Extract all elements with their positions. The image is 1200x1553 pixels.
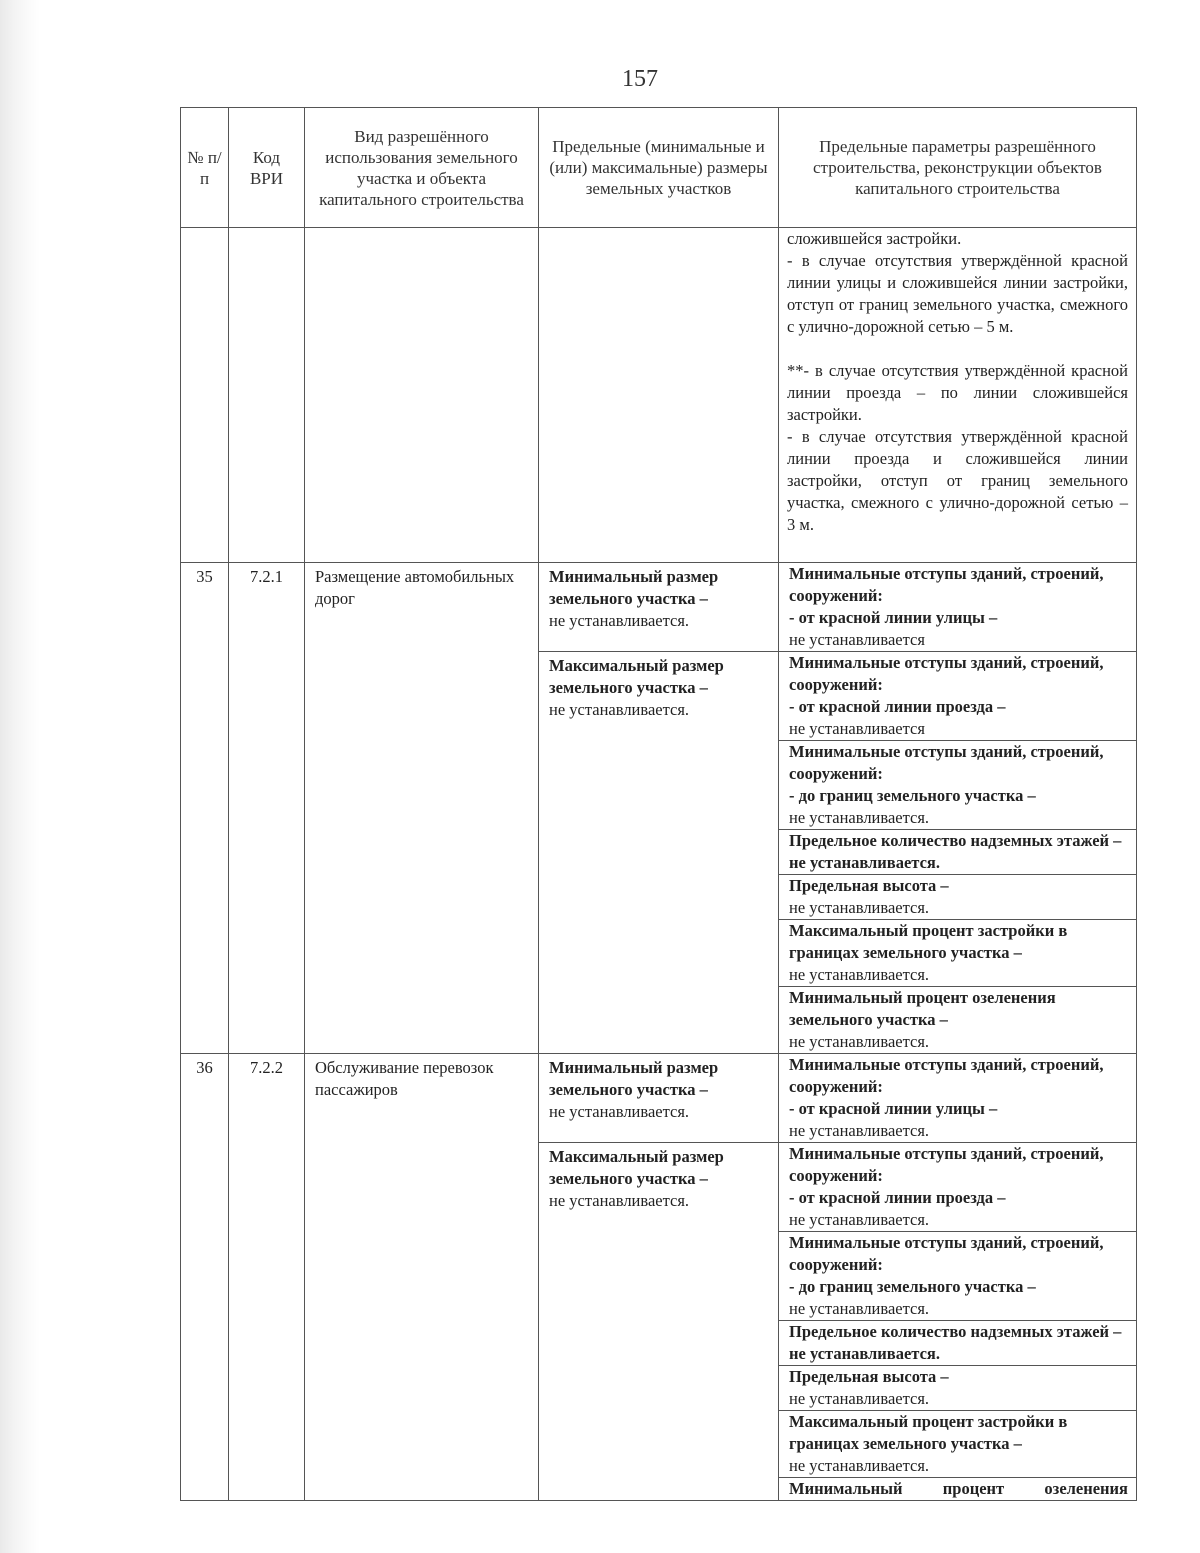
param-floors [779, 830, 1137, 875]
param-floors [779, 1321, 1137, 1366]
row-code: 7.2.1 [229, 563, 305, 1054]
param-value: не устанавливается. [789, 808, 930, 827]
param-value: не устанавливается. [789, 1389, 930, 1408]
min-size-cell [539, 1054, 779, 1143]
min-size-value: не устанавливается. [549, 611, 690, 630]
cont-line: **- в случае отсутствия утверждённой красной линии проезда – по линии сложившейся застройки. [787, 361, 1128, 424]
param-title: Предельное количество надземных этажей – [789, 831, 1122, 850]
table-row [181, 1054, 1137, 1143]
param-title: Минимальные отступы зданий, строений, сооружений: [789, 742, 1104, 783]
min-size-cell [539, 563, 779, 652]
param-title: Минимальные отступы зданий, строений, сооружений: [789, 564, 1104, 605]
param-height [779, 1366, 1137, 1411]
max-size-title: Максимальный размер земельного участка – [549, 656, 724, 697]
param-value: не устанавливается. [789, 1032, 930, 1051]
continuation-row [181, 228, 1137, 563]
param-passage [779, 1143, 1137, 1232]
row-name: Размещение автомобильных дорог [305, 563, 539, 1054]
param-value: не устанавливается. [789, 1456, 930, 1475]
param-value: не устанавливается. [789, 1299, 930, 1318]
row-num: 35 [181, 563, 229, 1054]
param-value: не устанавливается. [789, 853, 940, 872]
param-border [779, 741, 1137, 830]
param-value: не устанавливается. [789, 1210, 930, 1229]
max-size-value: не устанавливается. [549, 1191, 690, 1210]
param-detail: - от красной линии улицы – [789, 608, 998, 627]
zoning-table [180, 107, 1137, 1501]
param-detail: - от красной линии проезда – [789, 1188, 1006, 1207]
param-street [779, 563, 1137, 652]
param-border [779, 1232, 1137, 1321]
param-title: Минимальные отступы зданий, строений, сооружений: [789, 653, 1104, 694]
table-row [181, 563, 1137, 652]
param-coverage [779, 1411, 1137, 1478]
cont-code [229, 228, 305, 563]
param-title: Предельное количество надземных этажей – [789, 1322, 1122, 1341]
param-coverage [779, 920, 1137, 987]
param-height [779, 875, 1137, 920]
max-size-cell [539, 1143, 779, 1501]
param-value: не устанавливается [789, 719, 925, 738]
param-title: Предельная высота – [789, 876, 949, 895]
min-size-title: Минимальный размер земельного участка – [549, 1058, 719, 1099]
header-params: Предельные параметры разрешённого строительства, реконструкции объектов капитального строительства [779, 108, 1137, 228]
cont-line: - в случае отсутствия утверждённой красной линии улицы и сложившейся линии застройки, отступ от границ земельного участка, смежного с улично-дорожной сетью – 5 м. [787, 251, 1128, 336]
param-title: Минимальные отступы зданий, строений, сооружений: [789, 1055, 1104, 1096]
param-title: Минимальный процент озеленения [789, 1479, 1128, 1498]
cont-line: - в случае отсутствия утверждённой красной линии проезда и сложившейся линии застройки, отступ от границ земельного участка, смежного с улично-дорожной сетью – 3 м. [787, 427, 1128, 534]
cont-sizes [539, 228, 779, 563]
cont-line: сложившейся застройки. [787, 229, 962, 248]
scan-edge-shadow [0, 0, 40, 1553]
param-detail: - от красной линии улицы – [789, 1099, 998, 1118]
param-detail: - до границ земельного участка – [789, 786, 1036, 805]
param-value: не устанавливается. [789, 1344, 940, 1363]
param-value: не устанавливается. [789, 965, 930, 984]
param-street [779, 1054, 1137, 1143]
cont-name [305, 228, 539, 563]
min-size-title: Минимальный размер земельного участка – [549, 567, 719, 608]
param-title: Максимальный процент застройки в границах земельного участка – [789, 1412, 1068, 1453]
param-title: Минимальный процент озеленения земельного участка – [789, 988, 1056, 1029]
max-size-value: не устанавливается. [549, 700, 690, 719]
param-greening [779, 1478, 1137, 1501]
param-title: Минимальные отступы зданий, строений, сооружений: [789, 1144, 1104, 1185]
param-greening [779, 987, 1137, 1054]
param-title: Максимальный процент застройки в границах земельного участка – [789, 921, 1068, 962]
page-number: 157 [622, 66, 658, 92]
header-sizes: Предельные (минимальные и (или) максимальные) размеры земельных участков [539, 108, 779, 228]
cont-params [779, 228, 1137, 563]
param-value: не устанавливается. [789, 898, 930, 917]
param-detail: - до границ земельного участка – [789, 1277, 1036, 1296]
param-value: не устанавливается. [789, 1121, 930, 1140]
param-value: не устанавливается [789, 630, 925, 649]
table-header-row [181, 108, 1137, 228]
cont-gap [787, 338, 1128, 360]
max-size-title: Максимальный размер земельного участка – [549, 1147, 724, 1188]
param-title: Минимальные отступы зданий, строений, сооружений: [789, 1233, 1104, 1274]
row-num: 36 [181, 1054, 229, 1501]
header-name: Вид разрешённого использования земельного участка и объекта капитального строительства [305, 108, 539, 228]
row-code: 7.2.2 [229, 1054, 305, 1501]
min-size-value: не устанавливается. [549, 1102, 690, 1121]
header-num: № п/п [181, 108, 229, 228]
row-name: Обслуживание перевозок пассажиров [305, 1054, 539, 1501]
cont-num [181, 228, 229, 563]
max-size-cell [539, 652, 779, 1054]
param-title: Предельная высота – [789, 1367, 949, 1386]
param-passage [779, 652, 1137, 741]
param-detail: - от красной линии проезда – [789, 697, 1006, 716]
header-code: Код ВРИ [229, 108, 305, 228]
